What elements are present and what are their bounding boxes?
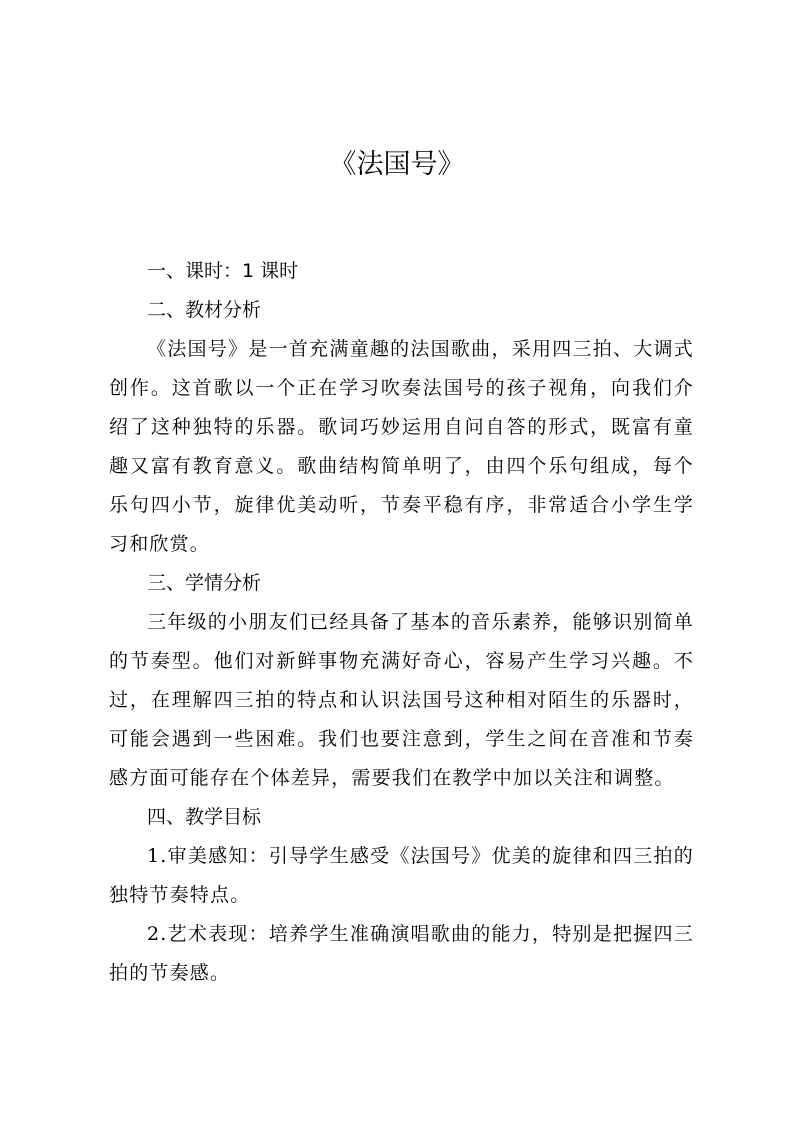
section-heading-material-analysis: 二、教材分析 bbox=[147, 299, 262, 321]
teaching-goal-item: 1.审美感知：引导学生感受《法国号》优美的旋律和四三拍的独特节奏特点。 bbox=[109, 845, 694, 906]
document-body bbox=[109, 252, 694, 993]
section-heading-teaching-goals: 四、教学目标 bbox=[147, 806, 262, 828]
material-analysis-paragraph: 《法国号》是一首充满童趣的法国歌曲，采用四三拍、大调式创作。这首歌以一个正在学习吹奏法国号的孩子视角，向我们介绍了这种独特的乐器。歌词巧妙运用自问自答的形式，既富有童趣又富有教育意义。歌曲结构简单明了，由四个乐句组成，每个乐句四小节，旋律优美动听，节奏平稳有序，非常适合小学生学习和欣赏。 bbox=[109, 338, 694, 555]
teaching-goal-item: 2.艺术表现：培养学生准确演唱歌曲的能力，特别是把握四三拍的节奏感。 bbox=[109, 923, 694, 984]
section-heading-student-analysis: 三、学情分析 bbox=[147, 572, 262, 594]
document-title: 《法国号》 bbox=[329, 149, 465, 180]
section-heading-class-hours: 一、课时：1 课时 bbox=[147, 260, 299, 282]
student-analysis-paragraph: 三年级的小朋友们已经具备了基本的音乐素养，能够识别简单的节奏型。他们对新鲜事物充满好奇心，容易产生学习兴趣。不过，在理解四三拍的特点和认识法国号这种相对陌生的乐器时，可能会遇到一些困难。我们也要注意到，学生之间在音准和节奏感方面可能存在个体差异，需要我们在教学中加以关注和调整。 bbox=[109, 611, 694, 789]
